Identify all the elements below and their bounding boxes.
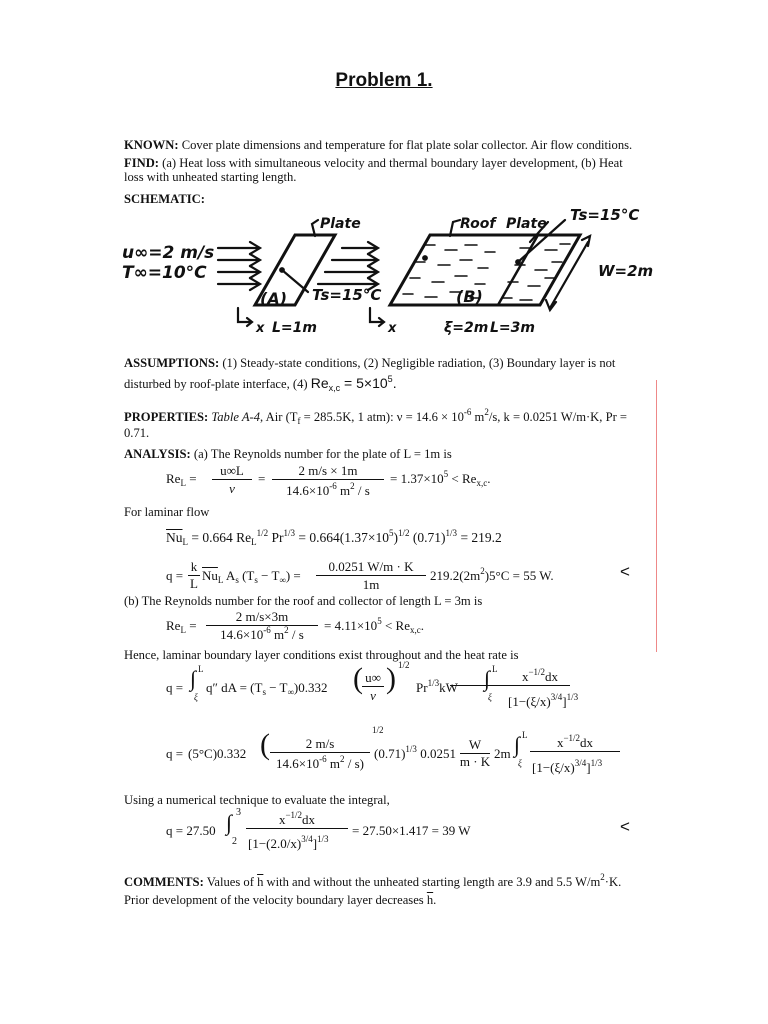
margin-rule — [656, 380, 657, 652]
int2-den-end: / s) — [344, 756, 364, 771]
re-symbol: Re — [310, 375, 329, 391]
comments-line1-b: with and without the unheated starting length are 3.9 and 5.5 W/m — [266, 875, 601, 889]
q-a-nu: Nu — [202, 568, 218, 583]
analysis-label: ANALYSIS: — [124, 447, 191, 461]
int1-paren-open: ( — [353, 662, 363, 695]
schematic-diagram — [120, 200, 680, 348]
roof-label: Roof — [460, 216, 496, 232]
int2-den-base: 14.6×10 — [276, 756, 320, 771]
int1-lower2: ξ — [488, 692, 492, 702]
x-a-label: x — [256, 321, 265, 336]
x-b-label: x — [388, 321, 397, 336]
int2-den-end: ] — [586, 760, 591, 775]
final-den — [248, 836, 329, 852]
int1-den-exp: 3/4 — [550, 692, 563, 702]
plate-label: Plate — [320, 216, 361, 232]
int2-upper: L — [522, 730, 528, 740]
ts-a-label: Ts=15°C — [312, 286, 382, 304]
final-den-a: [1−(2.0/x) — [248, 836, 302, 851]
comments-line2-a: Prior development of the velocity boundary layer decreases — [124, 893, 424, 907]
assumptions-line1: (1) Steady-state conditions, (2) Negligible radiation, (3) Boundary layer is not — [222, 356, 616, 370]
comments-label: COMMENTS: — [124, 875, 204, 889]
int1-lower: ξ — [194, 692, 198, 702]
re-a-result-exp: 5 — [443, 469, 449, 479]
int1-paren-close: ) — [386, 662, 396, 695]
int2-num-x: x — [556, 735, 564, 750]
assumptions-section — [124, 356, 615, 371]
int1-num-exp: −1/2 — [528, 667, 546, 677]
final-num-exp: −1/2 — [285, 810, 303, 820]
final-den-end: ] — [312, 836, 318, 851]
int2-a: (5°C)0.332 — [188, 746, 247, 761]
re-b-result: = $4.11\times 10^5 < Re_{x,c}$. — [324, 616, 424, 635]
comments-hbar2: $\overline{h}$ — [426, 893, 434, 907]
final-lower: 2 — [232, 836, 237, 847]
int1-sign: ∫ — [190, 666, 197, 691]
nu-rhs-sub: L — [251, 537, 257, 547]
properties-exp-6: -6 — [463, 407, 472, 417]
nu-rhs: = 0.664 Re — [191, 530, 252, 545]
int1-sub-inf: ∞ — [287, 687, 294, 697]
properties-exp-2: 2 — [484, 407, 489, 417]
int1-den-a: [1−(ξ/x) — [508, 694, 551, 709]
re-b-frac-num: 2 m/s×3m — [206, 609, 318, 626]
re-b-den-unit: m — [270, 627, 285, 642]
re-a-sub: L — [180, 478, 186, 488]
nu-symbol: $\overline{Nu}$ — [166, 530, 183, 545]
properties-text-b: = 285.5K, 1 atm): ν = 14.6 × 10 — [300, 410, 464, 424]
properties-line2: 0.71. — [124, 426, 150, 440]
length-a-label: L=1m — [272, 320, 317, 336]
assumptions-line2-wrap — [124, 376, 397, 392]
nu-half: ) — [393, 530, 399, 545]
nu-pr-val: (0.71) — [409, 530, 446, 545]
find-section — [124, 156, 623, 171]
q-a-k-den: L — [190, 576, 198, 591]
int1-body — [206, 680, 328, 696]
comments-line1-c: ·K. — [604, 875, 622, 889]
u-inf-label: u∞=2 m/s — [122, 243, 215, 263]
int2-frac-num: 2 m/s — [270, 736, 370, 753]
int1-pr-exp: 1/3 — [427, 678, 440, 688]
hence-note: Hence, laminar boundary layer conditions exist throughout and the heat rate is — [124, 648, 519, 662]
q-a-area: A — [223, 568, 236, 583]
re-a-frac1-den: ν — [229, 481, 235, 496]
re-b-result-val: = 4.11×10 — [324, 618, 378, 633]
int1-sub-s: s — [262, 687, 266, 697]
re-a-result-val: = 1.37×10 — [390, 471, 444, 486]
int1-body-b: − T — [265, 680, 288, 695]
int2-paren-open: ( — [260, 728, 270, 761]
nu-result: = 219.2 — [457, 530, 502, 545]
int2-sign: ∫ — [514, 732, 521, 757]
part-b-intro: (b) The Reynolds number for the roof and collector of length L = 3m is — [124, 594, 483, 608]
q-a-area-sub: s — [235, 575, 239, 585]
q-a-frac-den: 1m — [362, 577, 380, 592]
re-b-result-exp: 5 — [377, 616, 382, 626]
q-a-tinf-sub: ∞ — [279, 575, 286, 585]
int2-w-num: W — [460, 737, 490, 754]
final-num — [246, 812, 348, 829]
comments-exp: 2 — [600, 872, 605, 882]
int1-body-c: )0.332 — [293, 680, 328, 695]
analysis-intro: (a) The Reynolds number for the plate of L = 1m is — [193, 447, 452, 461]
int1-lhs: q = — [166, 680, 184, 695]
re-a-frac1-num: u∞L — [212, 463, 252, 480]
int1-body-a: q″ dA = (T — [206, 680, 263, 695]
properties-label: PROPERTIES: — [124, 410, 209, 424]
properties-text-c: m — [471, 410, 485, 424]
re-a-den-exp: -6 — [329, 481, 337, 491]
result-marker-a: < — [620, 562, 630, 581]
re-end: . — [392, 375, 397, 391]
known-text: Cover plate dimensions and temperature for flat plate solar collector. Air flow conditions. — [181, 138, 633, 152]
nu-pr-val-exp: 1/3 — [445, 528, 458, 538]
re-a-den-unit: m — [336, 483, 351, 498]
int2-num-dx: dx — [580, 735, 594, 750]
properties-text-a: , Air (T — [260, 410, 298, 424]
re-b-den-exp: -6 — [263, 625, 271, 635]
int1-sign2: ∫ — [484, 666, 491, 691]
find-label: FIND: — [124, 156, 159, 170]
nu-expanded: = 0.664(1.37×10 — [295, 530, 390, 545]
q-a-nu-sub: L — [217, 575, 224, 585]
final-upper: 3 — [236, 807, 241, 818]
int2-lhs: q = — [166, 746, 184, 761]
re-a-eq: = — [258, 471, 266, 486]
critical-reynolds — [311, 375, 397, 391]
final-num-x: x — [278, 812, 286, 827]
comments-line2-b: . — [433, 893, 437, 907]
re-b-result-end: < Re — [381, 618, 410, 633]
int1-upper2: L — [492, 664, 498, 674]
nu-sub: L — [182, 537, 188, 547]
q-a-frac-num: 0.0251 W/m · K — [316, 559, 426, 576]
plate-a-label: (A) — [260, 289, 288, 308]
int1-integrand-den — [508, 694, 578, 710]
ts-b-label: Ts=15°C — [570, 206, 640, 224]
q-a-ts: (T — [238, 568, 255, 583]
nu-rhs-exp: 1/2 — [256, 528, 269, 538]
assumptions-line2: disturbed by roof-plate interface, (4) — [124, 377, 308, 391]
int1-frac-den: ν — [370, 688, 376, 703]
re-b-den-end: / s — [288, 627, 304, 642]
final-sign: ∫ — [226, 810, 233, 835]
plate-b-label: (B) — [456, 287, 483, 306]
length-b-label: L=3m — [490, 320, 535, 336]
plate-b-top-label: Plate — [506, 216, 547, 232]
int2-den-exp2: 1/3 — [590, 758, 603, 768]
int1-exp-half: 1/2 — [398, 660, 410, 670]
nusselt-equation — [166, 530, 502, 546]
int1-den-exp2: 1/3 — [566, 692, 579, 702]
int1-integrand-num — [450, 669, 570, 686]
q-a-result-val: 219.2(2m — [430, 568, 481, 583]
re-sub: x,c — [328, 383, 341, 393]
nu-half-exp: 1/2 — [398, 528, 410, 538]
properties-section — [124, 407, 628, 426]
int1-frac-num: u∞ — [362, 670, 384, 687]
find-line2: loss with unheated starting length. — [124, 170, 297, 184]
q-a-close: ) = — [285, 568, 301, 583]
int2-exp-half: 1/2 — [372, 725, 384, 735]
re-value: = 5×10 — [340, 375, 388, 391]
int2-integrand-den — [532, 760, 602, 776]
re-a-symbol: Re — [166, 471, 181, 486]
assumptions-label: ASSUMPTIONS: — [124, 356, 220, 370]
comments-line1-a: Values of — [206, 875, 254, 889]
final-lhs: q = 27.50 — [166, 823, 216, 838]
int2-den-a: [1−(ξ/x) — [532, 760, 575, 775]
xi-label: ξ=2m — [444, 320, 489, 336]
q-a-lhs: q = — [166, 568, 184, 583]
int2-den-exp2: 2 — [339, 754, 345, 764]
int1-kw: kW — [439, 680, 458, 695]
re-a-frac2-den — [272, 483, 384, 499]
int2-den-unit: m — [326, 756, 340, 771]
int1-den-end: ] — [562, 694, 567, 709]
q-a-middle — [202, 568, 301, 584]
properties-sub-f: f — [297, 416, 301, 426]
t-inf-label: T∞=10°C — [122, 263, 207, 283]
int1-pr: Pr — [416, 680, 428, 695]
known-label: KNOWN: — [124, 138, 179, 152]
known-section — [124, 138, 632, 153]
q-a-ts-sub: s — [254, 575, 258, 585]
page-title: Problem 1. — [335, 70, 433, 91]
reynolds-b-lhs: $Re_L$ = — [166, 618, 197, 635]
int2-2m: 2m — [494, 746, 511, 761]
find-line1: (a) Heat loss with simultaneous velocity and thermal boundary layer development, (b) Heat — [162, 156, 623, 170]
q-a-result — [430, 568, 554, 584]
final-num-dx: dx — [302, 812, 316, 827]
final-den-exp2: 1/3 — [317, 834, 329, 844]
re-b-result-sub: x,c — [409, 625, 421, 635]
width-label: W=2m — [598, 262, 654, 280]
int2-integrand-num — [530, 735, 620, 752]
re-b-symbol: Re — [166, 618, 181, 633]
re-b-den-exp2: 2 — [284, 625, 289, 635]
int2-den-exp: 3/4 — [574, 758, 587, 768]
final-result: = 27.50×1.417 = 39 W — [352, 823, 471, 838]
laminar-note: For laminar flow — [124, 505, 210, 519]
int2-k: 0.0251 — [416, 746, 456, 761]
nu-pr: Pr — [268, 530, 284, 545]
re-a-result-sub: x,c — [476, 478, 488, 488]
re-a-den-exp2: 2 — [350, 481, 355, 491]
re-a-den-base: 14.6×10 — [286, 483, 330, 498]
re-a-den-end: / s — [354, 483, 370, 498]
result-marker-b: < — [620, 817, 630, 836]
int2-pr: (0.71) — [374, 746, 406, 761]
q-a-result-exp: 2 — [480, 566, 485, 576]
analysis-section — [124, 447, 452, 462]
nu-pr-exp: 1/3 — [283, 528, 296, 538]
properties-table: Table A-4 — [211, 410, 261, 424]
comments-line2 — [124, 893, 436, 908]
nu-exp5: 5 — [389, 528, 394, 538]
re-b-frac-den — [206, 627, 318, 643]
q-a-k-num: k — [188, 559, 200, 576]
comments-hbar: $\overline{h}$ — [257, 875, 264, 889]
numerical-note: Using a numerical technique to evaluate the integral, — [124, 793, 390, 807]
re-exp: 5 — [387, 374, 393, 384]
int1-num-x: x — [521, 669, 529, 684]
re-a-frac2-num: 2 m/s × 1m — [272, 463, 384, 480]
int2-w-den: m · K — [459, 754, 491, 769]
re-b-sub: L — [180, 625, 186, 635]
int2-lower: ξ — [518, 758, 522, 768]
int1-upper: L — [198, 664, 204, 674]
q-a-tinf: − T — [257, 568, 280, 583]
properties-text-d: /s, k = 0.0251 W/m·K, Pr = — [488, 410, 628, 424]
schematic-label: SCHEMATIC: — [124, 192, 205, 206]
int2-frac-den — [270, 756, 370, 772]
reynolds-a-lhs: $Re_L$ = — [166, 471, 197, 488]
re-a-result: = $1.37\times 10^5 < Re_{x,c}$. — [390, 469, 491, 488]
int2-den-exp: -6 — [319, 754, 327, 764]
final-den-exp: 3/4 — [301, 834, 313, 844]
q-a-result-end: )5°C = 55 W. — [484, 568, 554, 583]
int2-num-exp: −1/2 — [563, 733, 581, 743]
int2-pr-k — [374, 746, 456, 762]
int2-pr-exp: 1/3 — [405, 744, 417, 754]
re-a-result-end: < Re — [448, 471, 477, 486]
comments-section — [124, 872, 622, 890]
int1-num-dx: dx — [545, 669, 559, 684]
re-b-den-base: 14.6×10 — [220, 627, 264, 642]
